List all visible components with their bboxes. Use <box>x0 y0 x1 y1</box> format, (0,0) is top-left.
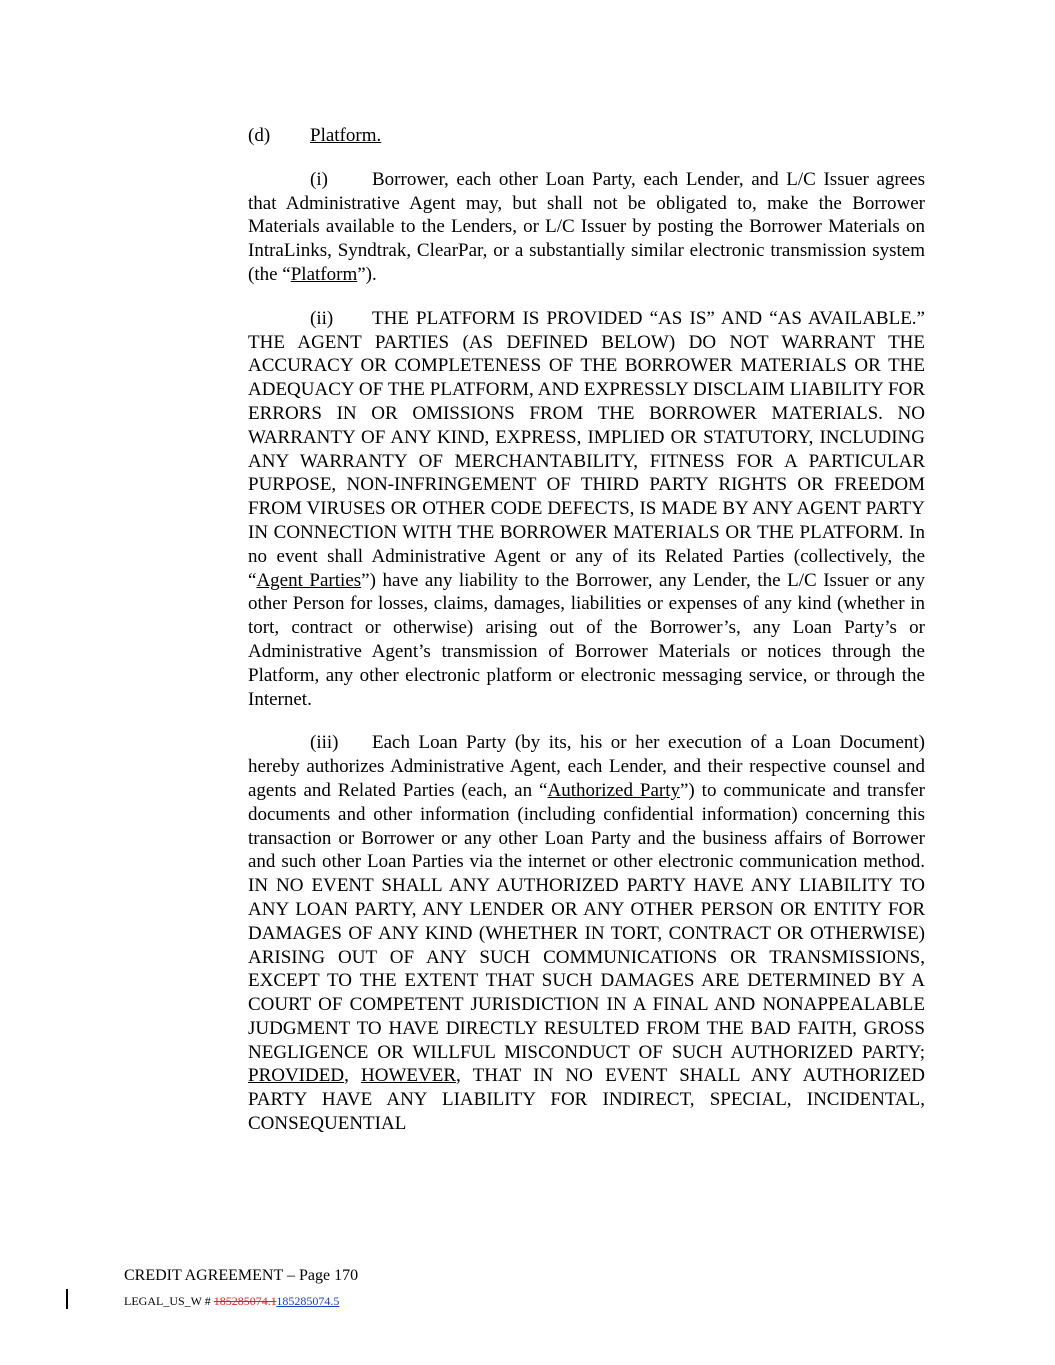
defined-term-agent-parties: Agent Parties <box>256 569 362 591</box>
paragraph-number: (i) <box>310 168 328 190</box>
doc-id-prefix: LEGAL_US_W # <box>124 1294 214 1308</box>
paragraph-text: , THAT IN NO EVENT SHALL ANY AUTHORIZED PARTY HAVE ANY LIABILITY FOR INDIRECT, SPECIAL, INCIDENTAL, CONSEQUENTIAL <box>248 1065 925 1135</box>
footer-page-label: CREDIT AGREEMENT – Page 170 <box>124 1267 359 1284</box>
paragraph-text: ”). <box>357 263 377 285</box>
paragraph-text: , <box>344 1065 362 1087</box>
footer-doc-id <box>124 1294 358 1309</box>
section-number: (d) <box>248 125 271 146</box>
paragraph-text: ”) to communicate and transfer documents and other information (including confidential information) concerning this transaction or Borrower or any other Loan Party and the business affairs of Borrower and such other Loan Parties via the internet or other electronic communication method. IN NO EVENT SHALL ANY AUTHORIZED PARTY HAVE ANY LIABILITY TO ANY LOAN PARTY, ANY LENDER OR ANY OTHER PERSON OR ENTITY FOR DAMAGES OF ANY KIND (WHETHER IN TORT, CONTRACT OR OTHERWISE) ARISING OUT OF ANY SUCH COMMUNICATIONS OR TRANSMISSIONS, EXCEPT TO THE EXTENT THAT SUCH DAMAGES ARE DETERMINED BY A COURT OF COMPETENT JURISDICTION IN A FINAL AND NONAPPEALABLE JUDGMENT TO HAVE DIRECTLY RESULTED FROM THE BAD FAITH, GROSS NEGLIGENCE OR WILLFUL MISCONDUCT OF SUCH AUTHORIZED PARTY; <box>248 779 926 1063</box>
however-term: HOWEVER <box>361 1065 457 1087</box>
page-footer <box>124 1266 358 1309</box>
paragraph-text: THE PLATFORM IS PROVIDED “AS IS” AND “AS AVAILABLE.” THE AGENT PARTIES (AS DEFINED BELOW) DO NOT WARRANT THE ACCURACY OR COMPLETENESS OF THE BORROWER MATERIALS OR THE ADEQUACY OF THE PLATFORM, AND EXPRESSLY DISCLAIM LIABILITY FOR ERRORS IN OR OMISSIONS FROM THE BORROWER MATERIALS. NO WARRANTY OF ANY KIND, EXPRESS, IMPLIED OR STATUTORY, INCLUDING ANY WARRANTY OF MERCHANTABILITY, FITNESS FOR A PARTICULAR PURPOSE, NON-INFRINGEMENT OF THIRD PARTY RIGHTS OR FREEDOM FROM VIRUSES OR OTHER CODE DEFECTS, IS MADE BY ANY AGENT PARTY IN CONNECTION WITH THE BORROWER MATERIALS OR THE PLATFORM. In no event shall Administrative Agent or any of its Related Parties (collectively, the “ <box>248 307 925 591</box>
paragraph-text: Each Loan Party (by its, his or her execution of a Loan Document) hereby authorizes Administrative Agent, each Lender, and their respective counsel and agents and Related Parties (each, an “ <box>248 732 925 801</box>
paragraph-i <box>248 168 925 287</box>
doc-id-deleted: 185285074.1 <box>213 1294 277 1308</box>
provided-term: PROVIDED <box>248 1065 345 1087</box>
section-heading <box>248 124 925 148</box>
paragraph-iii <box>248 731 925 1136</box>
paragraph-text: Borrower, each other Loan Party, each Lender, and L/C Issuer agrees that Administrative Agent may, but shall not be obligated to, make the Borrower Materials available to the Lenders, or L/C Issuer by posting the Borrower Materials on IntraLinks, Syndtrak, ClearPar, or a substantially similar electronic transmission system (the “ <box>248 168 925 285</box>
paragraph-number: (iii) <box>310 732 339 754</box>
doc-id-inserted: 185285074.5 <box>276 1294 340 1308</box>
section-title: Platform. <box>310 125 382 146</box>
paragraph-number: (ii) <box>310 307 334 329</box>
paragraph-text: ”) have any liability to the Borrower, any Lender, the L/C Issuer or any other Person for losses, claims, damages, liabilities or expenses of any kind (whether in tort, contract or otherwise) arising out of the Borrower’s, any Loan Party’s or Administrative Agent’s transmission of Borrower Materials or notices through the Platform, any other electronic platform or electronic messaging service, or through the Internet. <box>248 569 925 710</box>
defined-term-platform: Platform <box>290 263 358 285</box>
revision-change-bar <box>66 1289 68 1309</box>
page-body <box>248 124 925 1156</box>
defined-term-authorized-party: Authorized Party <box>547 779 680 801</box>
paragraph-ii <box>248 307 925 712</box>
